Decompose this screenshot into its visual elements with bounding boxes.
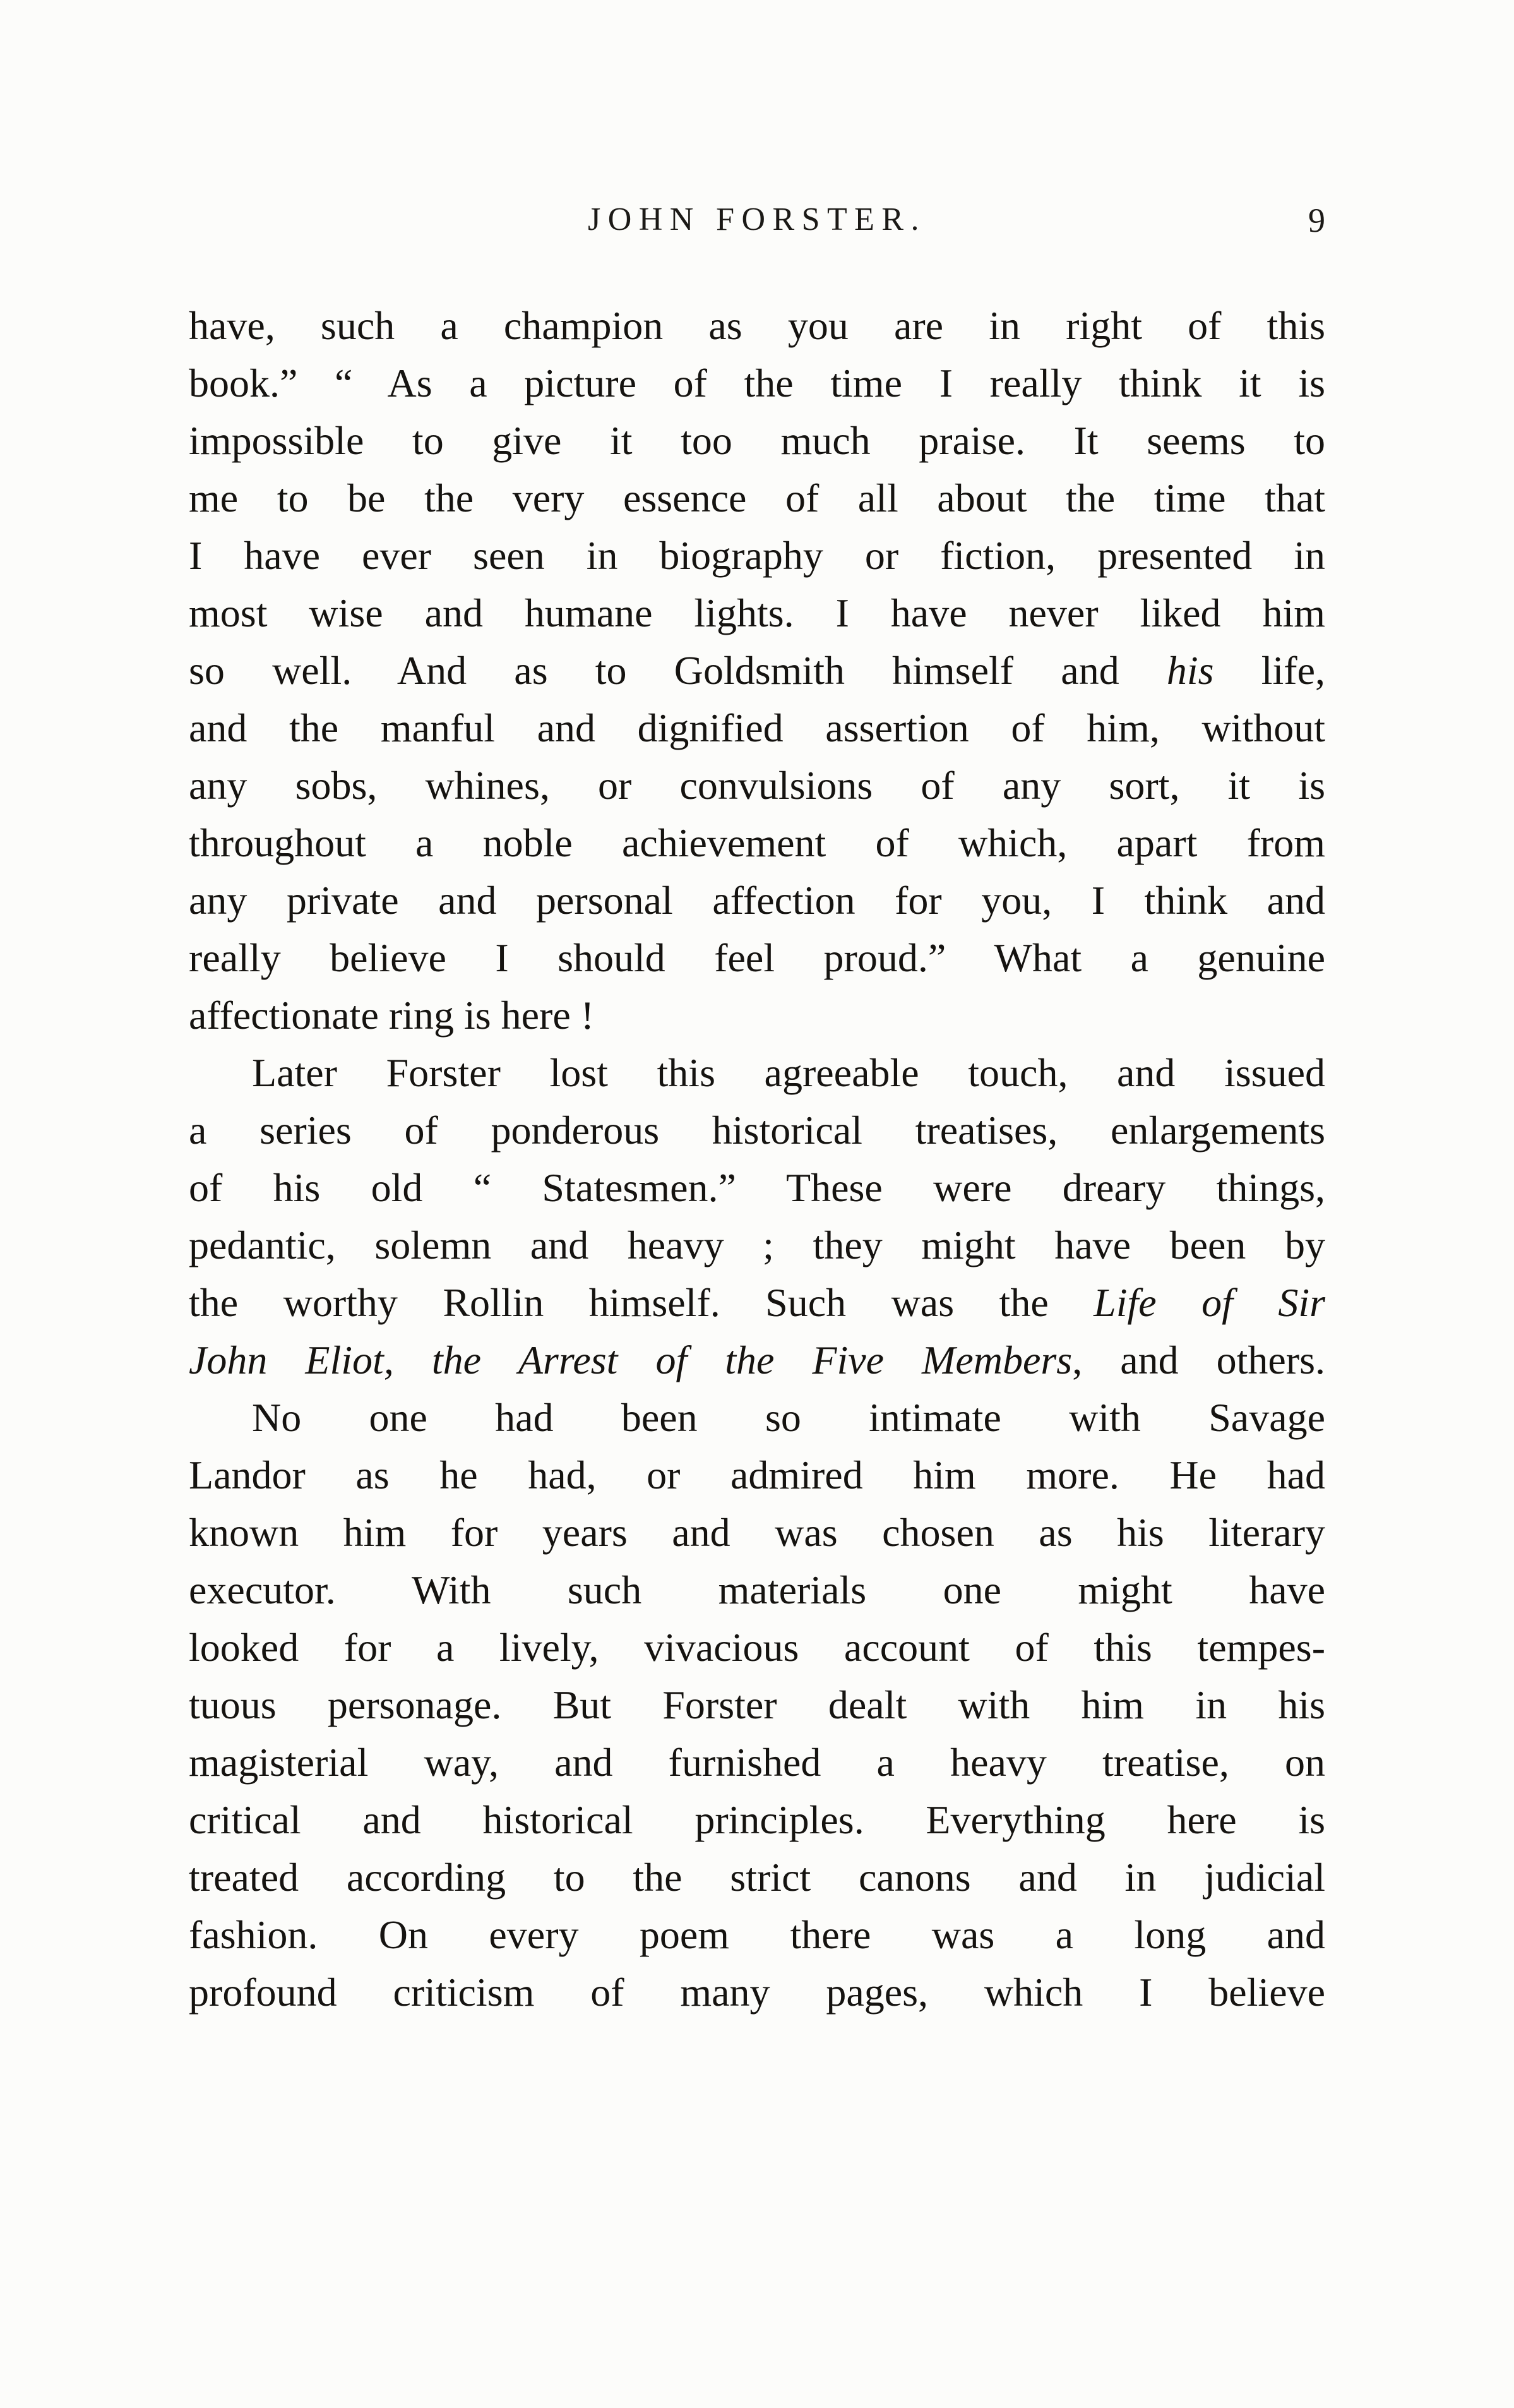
text-line [189, 412, 1325, 469]
text-segment: known him for years and was chosen as his literary [189, 1510, 1325, 1555]
text-segment: impossible to give it too much praise. It seems to [189, 418, 1325, 463]
page-number: 9 [1308, 201, 1325, 239]
text-line [189, 1791, 1325, 1848]
text-segment: any sobs, whines, or convulsions of any sort, it is [189, 763, 1325, 808]
text-line [189, 1504, 1325, 1561]
italic-text-segment: Life of Sir [1094, 1280, 1326, 1325]
text-line [189, 929, 1325, 986]
page-header [189, 201, 1325, 241]
text-line [189, 1101, 1325, 1159]
text-line [189, 1044, 1325, 1101]
text-segment: I have ever seen in biography or fiction, presented in [189, 533, 1325, 578]
text-segment: and the manful and dignified assertion of him, without [189, 705, 1325, 750]
text-segment: , and others. [1072, 1338, 1326, 1382]
text-line [189, 1619, 1325, 1676]
text-segment: so well. And as to Goldsmith himself and [189, 648, 1167, 693]
text-segment: treated according to the strict canons and in judicial [189, 1855, 1325, 1900]
text-line [189, 1676, 1325, 1734]
text-line [189, 1389, 1325, 1446]
text-segment: executor. With such materials one might have [189, 1567, 1325, 1612]
text-segment: the worthy Rollin himself. Such was the [189, 1280, 1094, 1325]
text-segment: fashion. On every poem there was a long and [189, 1912, 1325, 1957]
text-segment: life, [1213, 648, 1326, 693]
text-line [189, 1963, 1325, 2021]
text-block [189, 297, 1325, 2021]
text-segment: have, such a champion as you are in right of this [189, 303, 1325, 348]
text-line [189, 1274, 1325, 1331]
text-segment: profound criticism of many pages, which I believe [189, 1970, 1325, 2015]
text-line [189, 757, 1325, 814]
text-segment: really believe I should feel proud.” What a genuine [189, 935, 1325, 980]
text-segment: Landor as he had, or admired him more. He had [189, 1453, 1325, 1497]
text-line [189, 1734, 1325, 1791]
text-line [189, 584, 1325, 642]
text-segment: of his old “ Statesmen.” These were dreary things, [189, 1165, 1325, 1210]
text-segment: throughout a noble achievement of which, apart from [189, 820, 1325, 865]
paragraph [189, 1044, 1325, 1389]
text-line [189, 1216, 1325, 1274]
text-segment: critical and historical principles. Everything here is [189, 1797, 1325, 1842]
text-line [189, 642, 1325, 699]
text-line [189, 986, 1325, 1044]
text-line [189, 1159, 1325, 1216]
text-line [189, 527, 1325, 584]
text-segment: affectionate ring is here ! [189, 993, 595, 1038]
text-line [189, 1446, 1325, 1504]
text-segment: me to be the very essence of all about the time that [189, 476, 1325, 520]
paragraph [189, 1389, 1325, 2021]
text-line [189, 699, 1325, 757]
running-title: JOHN FORSTER. [588, 201, 926, 237]
text-segment: Later Forster lost this agreeable touch, and issued [252, 1050, 1325, 1095]
text-segment: pedantic, solemn and heavy ; they might have been by [189, 1223, 1325, 1267]
text-segment: a series of ponderous historical treatises, enlargements [189, 1108, 1325, 1153]
text-line [189, 297, 1325, 354]
text-segment: No one had been so intimate with Savage [252, 1395, 1325, 1440]
paragraph [189, 297, 1325, 1044]
text-line [189, 872, 1325, 929]
text-line [189, 814, 1325, 872]
text-segment: book.” “ As a picture of the time I really think it is [189, 361, 1325, 405]
text-line [189, 354, 1325, 412]
italic-text-segment: John Eliot, the Arrest of the Five Members [189, 1338, 1073, 1382]
text-line [189, 469, 1325, 527]
text-segment: any private and personal affection for you, I think and [189, 878, 1325, 923]
text-segment: most wise and humane lights. I have never liked him [189, 590, 1325, 635]
text-segment: magisterial way, and furnished a heavy treatise, on [189, 1740, 1325, 1785]
text-segment: looked for a lively, vivacious account of this tempes- [189, 1625, 1325, 1670]
text-segment: tuous personage. But Forster dealt with him in his [189, 1682, 1325, 1727]
italic-text-segment: his [1166, 648, 1214, 693]
text-line [189, 1331, 1325, 1389]
text-line [189, 1561, 1325, 1619]
text-line [189, 1906, 1325, 1963]
text-line [189, 1848, 1325, 1906]
